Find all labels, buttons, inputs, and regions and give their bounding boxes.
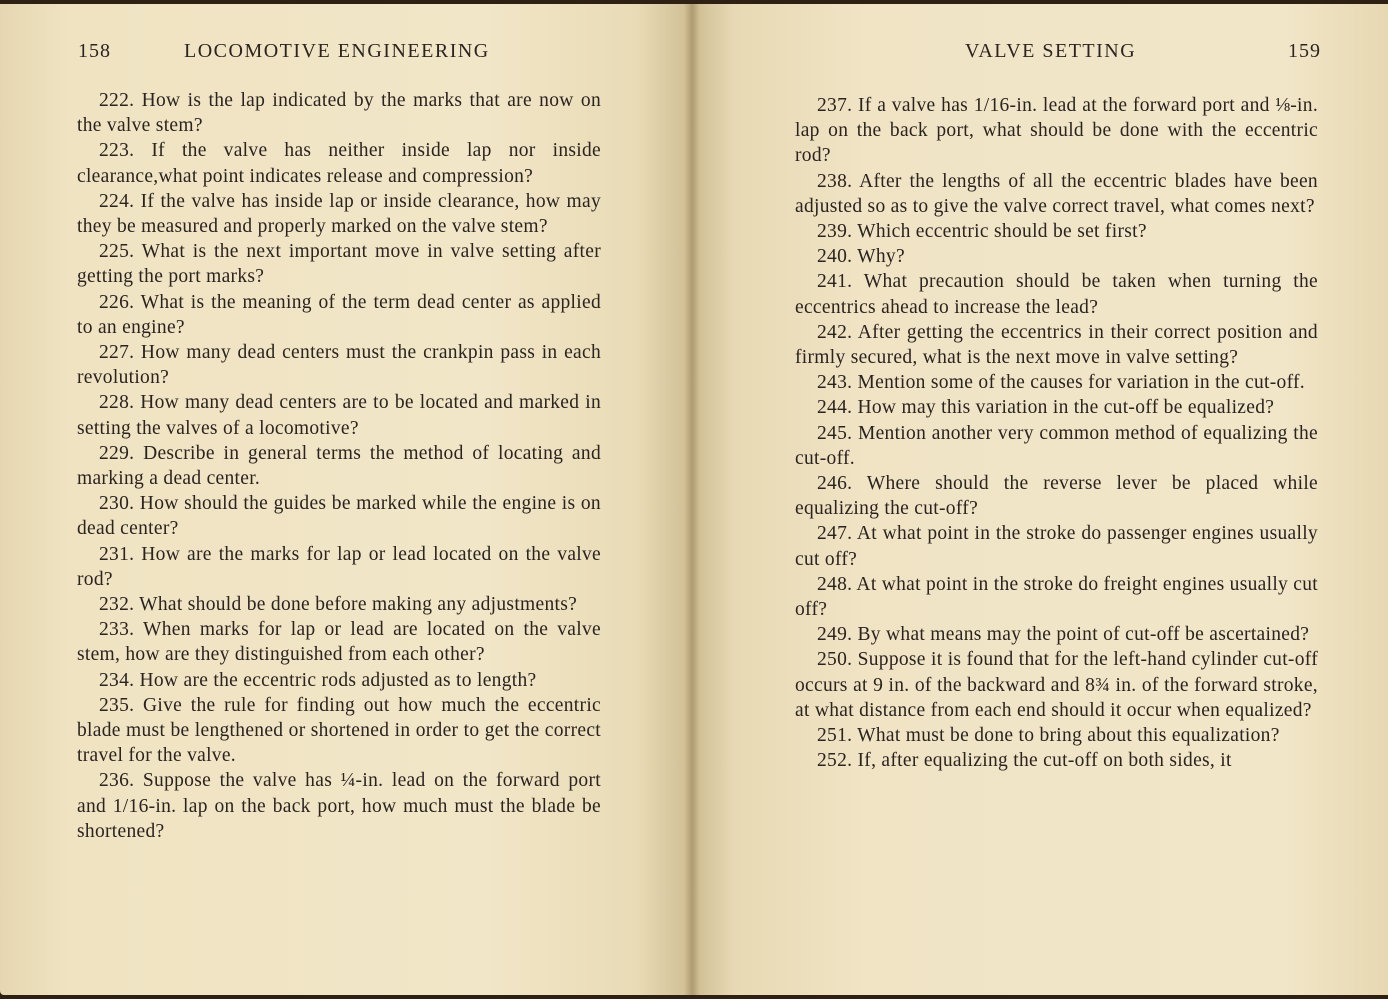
question-222: 222. How is the lap indicated by the marks that are now on the valve stem? <box>77 90 601 137</box>
question-248: 248. At what point in the stroke do freight engines usually cut off? <box>795 573 1318 621</box>
question-223: 223. If the valve has neither inside lap nor inside clearance,what point indicates release and compression? <box>77 140 601 187</box>
question-252: 252. If, after equalizing the cut-off on both sides, it <box>817 750 1232 772</box>
question-226: 226. What is the meaning of the term dead center as applied to an engine? <box>77 291 601 338</box>
right-page-body <box>795 93 1318 773</box>
question-233: 233. When marks for lap or lead are located on the valve stem, how are they distinguished from each other? <box>77 619 601 666</box>
question-239: 239. Which eccentric should be set first? <box>817 221 1147 243</box>
question-250: 250. Suppose it is found that for the left-hand cylinder cut-off occurs at 9 in. of the backward and 8¾ in. of the forward stroke, at what distance from each end should it occur when equalized? <box>795 649 1318 721</box>
left-page-number: 158 <box>78 40 111 62</box>
book-gutter <box>684 4 700 995</box>
question-231: 231. How are the marks for lap or lead located on the valve rod? <box>77 543 601 590</box>
question-246: 246. Where should the reverse lever be placed while equalizing the cut-off? <box>795 473 1318 520</box>
question-229: 229. Describe in general terms the method of locating and marking a dead center. <box>77 442 601 490</box>
question-251: 251. What must be done to bring about this equalization? <box>817 725 1280 747</box>
question-232: 232. What should be done before making any adjustments? <box>99 594 578 616</box>
question-237: 237. If a valve has 1/16-in. lead at the forward port and ⅛-in. lap on the back port, what should be done with the eccentric rod? <box>795 95 1318 167</box>
question-238: 238. After the lengths of all the eccentric blades have been adjusted so as to give the valve correct travel, what comes next? <box>795 170 1318 217</box>
question-235: 235. Give the rule for finding out how much the eccentric blade must be lengthened or shortened in order to get the correct travel for the valve. <box>77 694 601 767</box>
question-234: 234. How are the eccentric rods adjusted as to length? <box>99 669 537 691</box>
question-241: 241. What precaution should be taken when turning the eccentrics ahead to increase the lead? <box>795 271 1318 318</box>
question-247: 247. At what point in the stroke do passenger engines usually cut off? <box>795 523 1318 570</box>
question-230: 230. How should the guides be marked while the engine is on dead center? <box>77 493 601 540</box>
question-244: 244. How may this variation in the cut-off be equalized? <box>817 397 1275 419</box>
question-227: 227. How many dead centers must the crankpin pass in each revolution? <box>77 342 601 389</box>
question-245: 245. Mention another very common method of equalizing the cut-off. <box>795 422 1318 469</box>
question-236: 236. Suppose the valve has ¼-in. lead on the forward port and 1/16-in. lap on the back port, how much must the blade be shortened? <box>77 770 601 842</box>
left-page-body <box>77 88 601 844</box>
right-page <box>692 4 1388 995</box>
question-224: 224. If the valve has inside lap or inside clearance, how may they be measured and properly marked on the valve stem? <box>77 190 601 238</box>
question-249: 249. By what means may the point of cut-off be ascertained? <box>817 624 1310 646</box>
left-running-head: LOCOMOTIVE ENGINEERING <box>184 40 490 62</box>
question-242: 242. After getting the eccentrics in their correct position and firmly secured, what is the next move in valve setting? <box>795 321 1318 369</box>
right-page-number: 159 <box>1288 40 1321 62</box>
left-page <box>0 4 692 995</box>
question-225: 225. What is the next important move in valve setting after getting the port marks? <box>77 241 601 288</box>
question-228: 228. How many dead centers are to be located and marked in setting the valves of a locomotive? <box>77 392 601 439</box>
right-running-head: VALVE SETTING <box>965 40 1137 62</box>
question-240: 240. Why? <box>817 246 905 268</box>
question-243: 243. Mention some of the causes for variation in the cut-off. <box>817 372 1305 394</box>
